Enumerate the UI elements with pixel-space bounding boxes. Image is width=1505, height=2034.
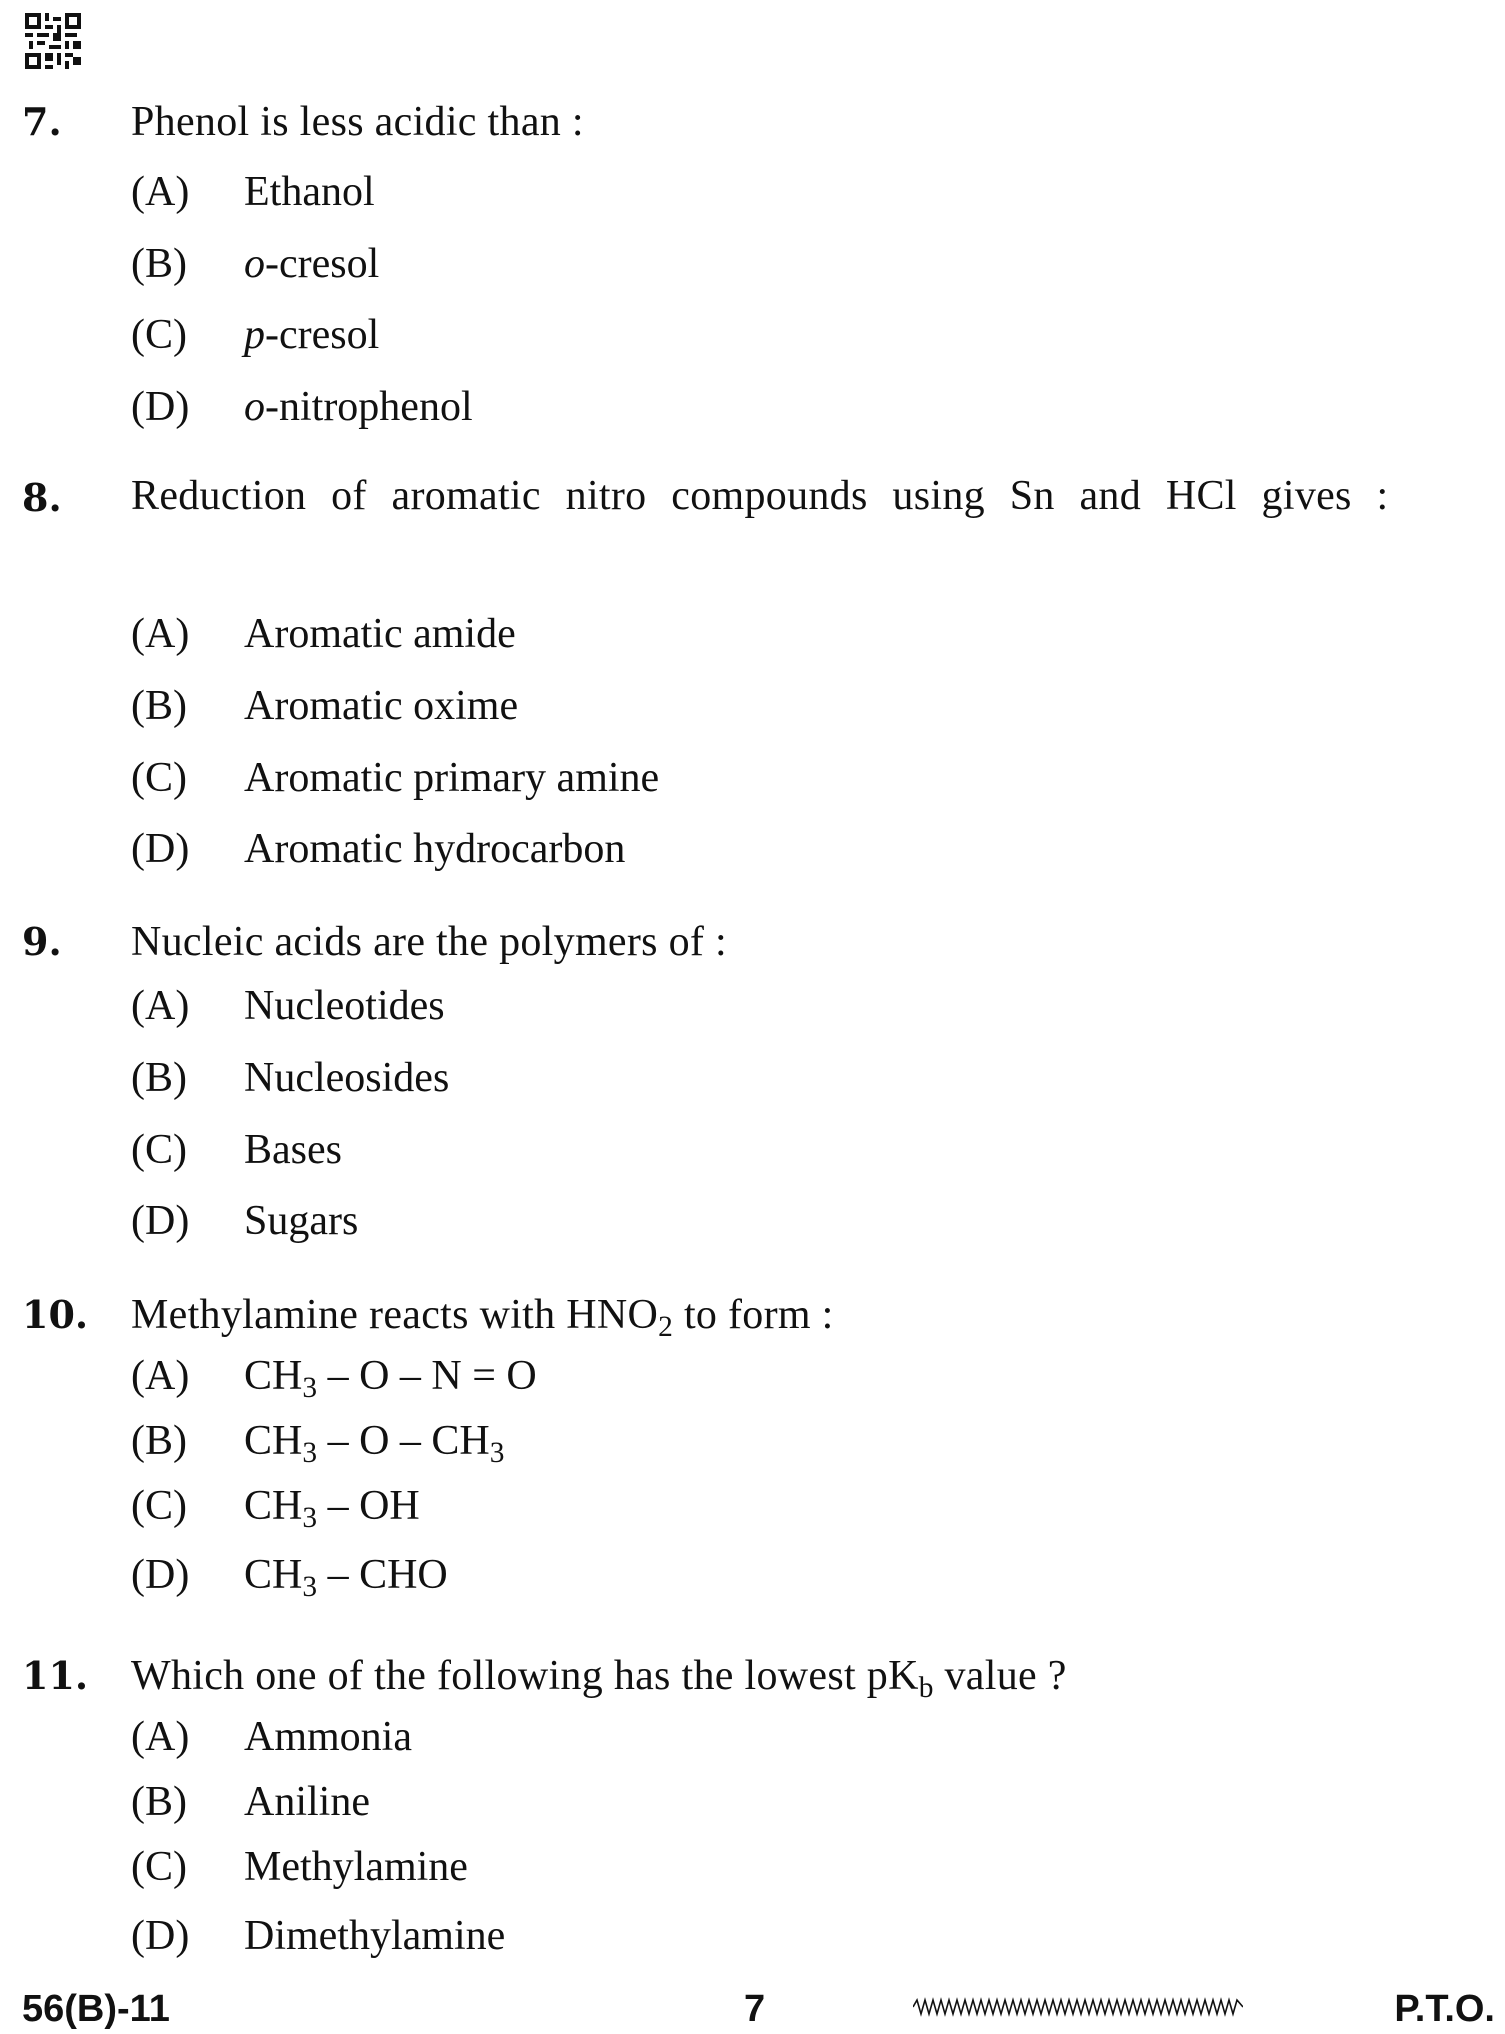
option-d: (D) $CH_3$ – CHO [131,1552,448,1604]
please-turn-over: P.T.O. [1394,1988,1495,2030]
page-footer [0,1985,1505,2033]
option-a: (A) $CH_3 - O - N = O$ [131,1353,537,1405]
question-text: Which one of the following has the lowest $pK_b$ value ? [131,1653,1067,1705]
option-c: (C) Aromatic primary amine [131,755,660,801]
question-text: Phenol is less acidic than : [131,99,584,145]
option-b: (B) Nucleosides [131,1055,450,1101]
option-b: (B) Aniline [131,1779,370,1825]
option-b: (B) $CH_3$ – O – $CH_3$ [131,1418,505,1470]
wavy-line-icon [913,1997,1243,2017]
question-text: Nucleic acids are the polymers of : [131,919,727,965]
option-a: (A) Nucleotides [131,983,445,1029]
option-a: (A) Aromatic amide [131,611,516,657]
paper-code: 56(B)-11 [22,1988,170,2030]
option-b: (B) Aromatic oxime [131,683,519,729]
question-text: Methylamine reacts with $HNO_2$ to form : [131,1292,834,1344]
option-d: (D) Sugars [131,1198,359,1244]
option-c: (C) Methylamine [131,1844,468,1890]
option-b: (B) o-cresol [131,241,380,287]
option-c: (C) $CH_3$ – OH [131,1483,420,1535]
option-c: (C) p-cresol [131,312,380,358]
question-number: 11. [22,1653,89,1698]
question-number: 10. [22,1292,89,1337]
question-number: 8. [22,475,62,520]
question-number: 9. [22,919,62,964]
option-c: (C) Bases [131,1127,342,1173]
option-d: (D) Aromatic hydrocarbon [131,826,626,872]
option-d: (D) Dimethylamine [131,1913,506,1959]
qr-code-icon [25,13,81,69]
option-a: (A) Ethanol [131,169,375,215]
question-number: 7. [22,99,62,144]
option-a: (A) Ammonia [131,1714,412,1760]
option-d: (D) o-nitrophenol [131,384,473,430]
question-text: Reduction of aromatic nitro compounds using Sn and HCl gives : [131,473,1389,519]
page-number: 7 [744,1988,766,2030]
